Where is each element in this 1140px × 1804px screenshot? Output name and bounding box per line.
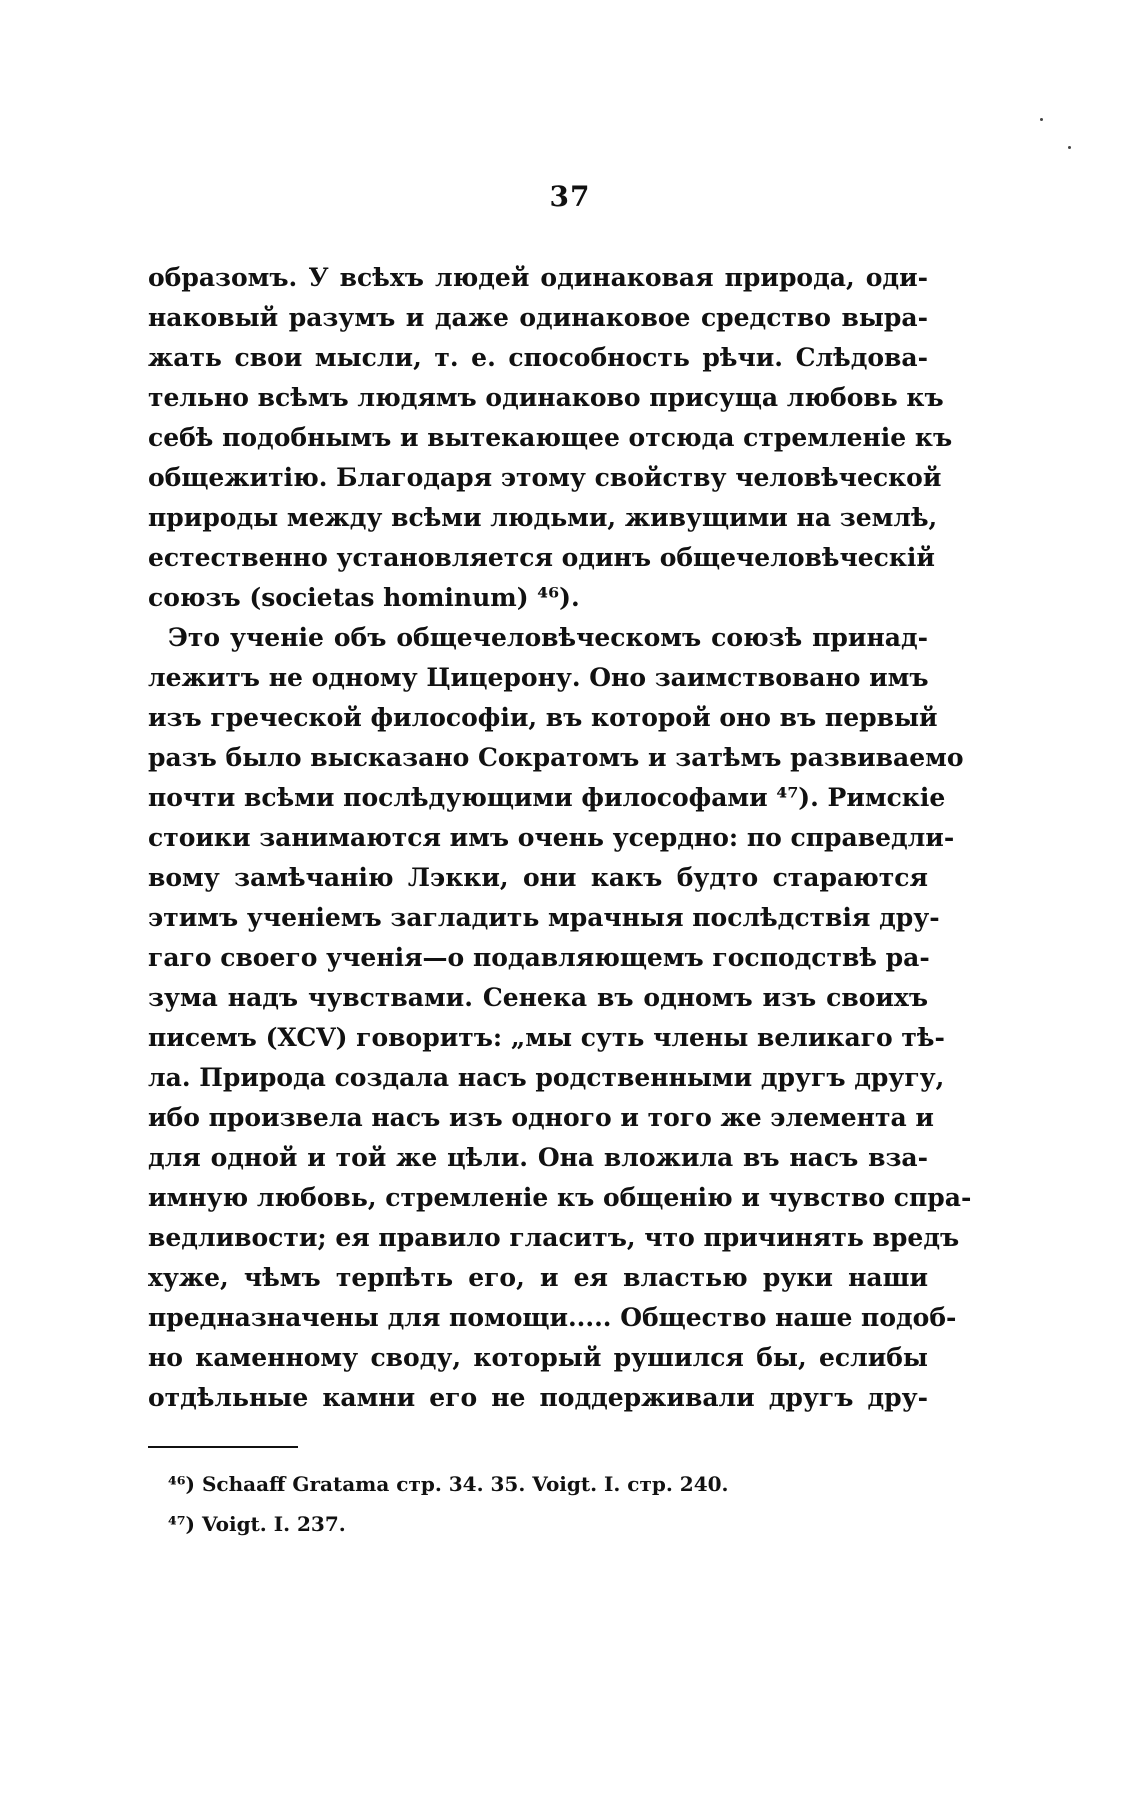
text-line-paragraph-start: Это ученіе объ общечеловѣческомъ союзѣ принад- [168,623,928,652]
text-line: себѣ подобнымъ и вытекающее отсюда стремленіе къ [148,423,953,452]
text-line: изъ греческой философіи, въ которой оно въ первый [148,703,938,732]
footnote-divider [148,1446,298,1448]
text-line: имную любовь, стремленіе къ общенію и чувство спра- [148,1183,972,1212]
text-line: гаго своего ученія—о подавляющемъ господствѣ ра- [148,943,930,972]
text-line: образомъ. У всѣхъ людей одинаковая природа, оди- [148,263,928,292]
text-line: хуже, чѣмъ терпѣть его, и ея властью руки наши [148,1263,928,1292]
text-line: лежитъ не одному Цицерону. Оно заимствовано имъ [148,663,929,692]
text-line: зума надъ чувствами. Сенека въ одномъ изъ своихъ [148,983,928,1012]
text-line: тельно всѣмъ людямъ одинаково присуща любовь къ [148,383,944,412]
text-line: отдѣльные камни его не поддерживали другъ дру- [148,1383,928,1412]
text-line: жать свои мысли, т. е. способность рѣчи. Слѣдова- [148,343,928,372]
text-line: для одной и той же цѣли. Она вложила въ насъ вза- [148,1143,928,1172]
page-number: 37 [549,180,591,213]
scan-speck [1068,146,1071,149]
text-line-paragraph-end: союзъ (societas hominum) ⁴⁶). [148,583,580,612]
body-text [148,258,972,1418]
text-line: ведливости; ея правило гласитъ, что причинять вредъ [148,1223,960,1252]
text-line: наковый разумъ и даже одинаковое средство выра- [148,303,928,332]
text-line: разъ было высказано Сократомъ и затѣмъ развиваемо [148,743,964,772]
text-line: но каменному своду, который рушился бы, еслибы [148,1343,928,1372]
text-line: природы между всѣми людьми, живущими на землѣ, [148,503,938,532]
text-line: ла. Природа создала насъ родственными другъ другу, [148,1063,945,1092]
text-line: вому замѣчанію Лэкки, они какъ будто стараются [148,863,928,892]
text-line: общежитію. Благодаря этому свойству человѣческой [148,463,942,492]
scan-speck [1040,118,1043,121]
footnotes [168,1464,868,1544]
text-line: ибо произвела насъ изъ одного и того же элемента и [148,1103,934,1132]
footnote-47: ⁴⁷) Voigt. I. 237. [168,1512,346,1536]
text-line: предназначены для помощи..... Общество наше подоб- [148,1303,957,1332]
text-line: стоики занимаются имъ очень усердно: по справедли- [148,823,955,852]
text-line: почти всѣми послѣдующими философами ⁴⁷). Римскіе [148,783,946,812]
footnote-46: ⁴⁶) Schaaff Gratama стр. 34. 35. Voigt. I. стр. 240. [168,1472,729,1496]
text-line: этимъ ученіемъ загладить мрачныя послѣдствія дру- [148,903,940,932]
text-line: писемъ (XCV) говоритъ: „мы суть члены великаго тѣ- [148,1023,945,1052]
text-line: естественно установляется одинъ общечеловѣческій [148,543,935,572]
